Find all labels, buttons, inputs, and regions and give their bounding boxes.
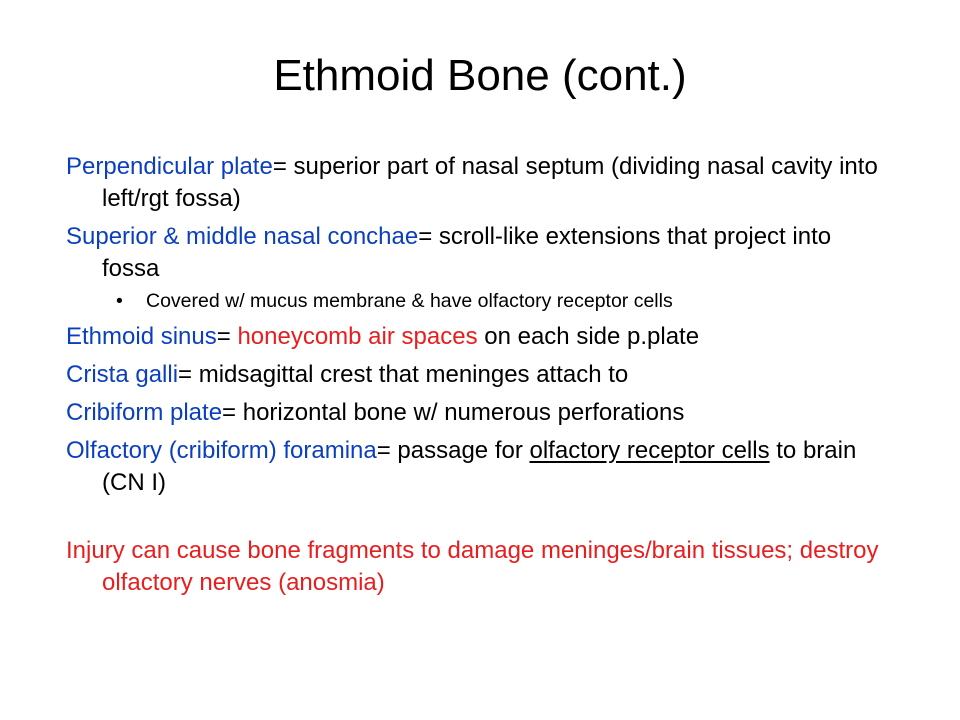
highlight-text: honeycomb air spaces bbox=[237, 323, 478, 350]
definition: = scroll-like extensions that project into fossa bbox=[102, 223, 832, 282]
item-olfactory-foramina bbox=[66, 435, 886, 499]
definition-end: on each side p.plate bbox=[477, 323, 700, 350]
definition-start: = bbox=[216, 323, 238, 350]
slide-body bbox=[66, 151, 886, 599]
item-ethmoid-sinus bbox=[66, 321, 886, 353]
definition: = midsagittal crest that meninges attach to bbox=[178, 361, 629, 388]
term: Cribiform plate bbox=[66, 399, 223, 426]
item-cribiform-plate bbox=[66, 397, 886, 429]
injury-note: Injury can cause bone fragments to damage meninges/brain tissues; destroy olfactory nerves (anosmia) bbox=[66, 537, 879, 596]
definition-end: to brain (CN I) bbox=[102, 437, 857, 496]
sub-item-mucus-membrane bbox=[66, 287, 886, 315]
item-nasal-conchae bbox=[66, 221, 886, 285]
term: Superior & middle nasal conchae bbox=[66, 223, 419, 250]
term: Crista galli bbox=[66, 361, 179, 388]
definition: = superior part of nasal septum (dividing nasal cavity into left/rgt fossa) bbox=[102, 153, 878, 212]
sub-item-text: Covered w/ mucus membrane & have olfactory receptor cells bbox=[146, 290, 673, 312]
term: Ethmoid sinus bbox=[66, 323, 217, 350]
term: Perpendicular plate bbox=[66, 153, 273, 180]
slide-title: Ethmoid Bone (cont.) bbox=[273, 51, 687, 100]
definition: = horizontal bone w/ numerous perforations bbox=[222, 399, 685, 426]
item-crista-galli bbox=[66, 359, 886, 391]
underlined-text: olfactory receptor cells bbox=[529, 437, 770, 464]
definition-start: = passage for bbox=[376, 437, 530, 464]
term: Olfactory (cribiform) foramina bbox=[66, 437, 377, 464]
bullet-icon: • bbox=[116, 290, 123, 312]
item-perpendicular-plate bbox=[66, 151, 886, 215]
